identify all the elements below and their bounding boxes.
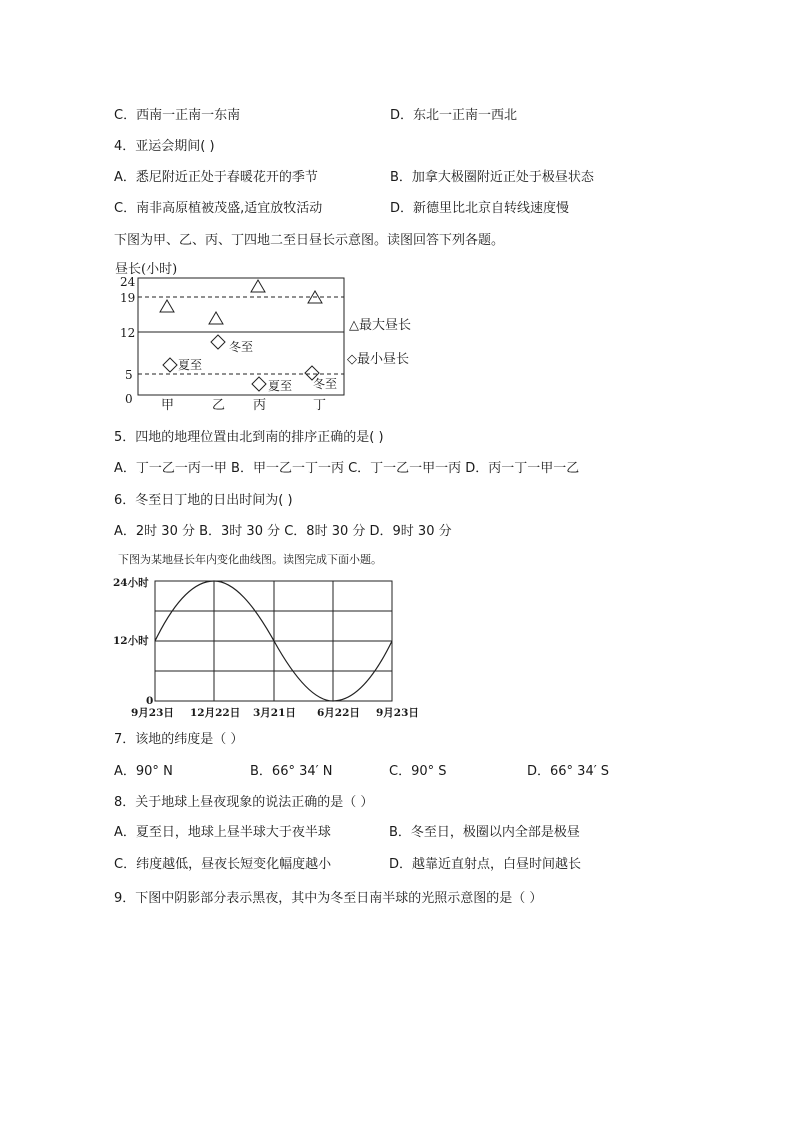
chart1-ytick-5: 5 bbox=[125, 368, 133, 382]
chart1-ytick-24: 24 bbox=[120, 275, 136, 289]
chart2-ytick-24: 24小时 bbox=[113, 577, 149, 589]
chart1-xtick-ding: 丁 bbox=[313, 398, 327, 413]
q4-stem: 4．亚运会期间( ) bbox=[114, 139, 215, 154]
legend-min-daylength: ◇最小昼长 bbox=[347, 352, 409, 367]
q3-option-d: D．东北一正南一西北 bbox=[390, 108, 518, 123]
q8-option-d: D．越靠近直射点，白昼时间越长 bbox=[389, 857, 582, 872]
chart1-ytick-0: 0 bbox=[125, 392, 133, 406]
chart1-ytick-19: 19 bbox=[120, 291, 136, 305]
triangle-max-bing bbox=[251, 280, 265, 292]
solstice-daylength-chart bbox=[0, 256, 794, 416]
q6-stem: 6．冬至日丁地的日出时间为( ) bbox=[114, 493, 293, 508]
chart1-xtick-bing: 丙 bbox=[253, 398, 267, 413]
label-winter-ding: 冬至 bbox=[313, 377, 338, 391]
q7-stem: 7．该地的纬度是（ ） bbox=[114, 732, 244, 747]
q8-stem: 8．关于地球上昼夜现象的说法正确的是（ ） bbox=[114, 795, 374, 810]
chart1-xtick-jia: 甲 bbox=[161, 398, 175, 413]
diamond-min-jia bbox=[163, 358, 177, 372]
label-summer-bing: 夏至 bbox=[268, 379, 293, 393]
q9-stem: 9．下图中阴影部分表示黑夜，其中为冬至日南半球的光照示意图的是（ ） bbox=[114, 891, 543, 906]
q8-option-b: B．冬至日，极圈以内全部是极昼 bbox=[389, 825, 580, 840]
chart2-ytick-0: 0 bbox=[146, 695, 154, 707]
q4-option-a: A．悉尼附近正处于春暖花开的季节 bbox=[114, 170, 318, 185]
diamond-min-bing bbox=[252, 377, 266, 391]
q3-option-c: C．西南一正南一东南 bbox=[114, 108, 241, 123]
q8-option-c: C．纬度越低，昼夜长短变化幅度越小 bbox=[114, 857, 332, 872]
chart1-ytick-12: 12 bbox=[120, 326, 136, 340]
chart2-xtick-sep23-end: 9月23日 bbox=[376, 707, 419, 719]
chart2-xtick-jun22: 6月22日 bbox=[317, 707, 360, 719]
triangle-max-jia bbox=[160, 300, 174, 312]
annual-daylength-chart bbox=[0, 572, 794, 722]
q7-option-c: C．90° S bbox=[389, 764, 447, 779]
q7-option-a: A．90° N bbox=[114, 764, 173, 779]
chart1-ylabel: 昼长(小时) bbox=[115, 262, 178, 277]
legend-max-daylength: △最大昼长 bbox=[349, 318, 411, 333]
q4-option-d: D．新德里比北京自转线速度慢 bbox=[390, 201, 570, 216]
diamond-min-yi bbox=[211, 335, 225, 349]
chart2-xtick-mar21: 3月21日 bbox=[253, 707, 296, 719]
intro-daylength-curve: 下图为某地昼长年内变化曲线图。读图完成下面小题。 bbox=[118, 553, 382, 566]
q5-options: A．丁一乙一丙一甲 B．甲一乙一丁一丙 C．丁一乙一甲一丙 D．丙一丁一甲一乙 bbox=[114, 461, 580, 476]
chart2-xtick-sep23-start: 9月23日 bbox=[131, 707, 174, 719]
q7-option-d: D．66° 34′ S bbox=[527, 764, 610, 779]
chart2-xtick-dec22: 12月22日 bbox=[190, 707, 241, 719]
label-summer-jia: 夏至 bbox=[178, 358, 203, 372]
q8-option-a: A．夏至日，地球上昼半球大于夜半球 bbox=[114, 825, 331, 840]
label-winter-yi: 冬至 bbox=[229, 340, 254, 354]
q4-option-c: C．南非高原植被茂盛,适宜放牧活动 bbox=[114, 201, 323, 216]
chart2-ytick-12: 12小时 bbox=[113, 635, 149, 647]
intro-daylength-solstice: 下图为甲、乙、丙、丁四地二至日昼长示意图。读图回答下列各题。 bbox=[114, 233, 505, 248]
q6-options: A．2时 30 分 B．3时 30 分 C．8时 30 分 D．9时 30 分 bbox=[114, 524, 452, 539]
q4-option-b: B．加拿大极圈附近正处于极昼状态 bbox=[390, 170, 594, 185]
chart1-xtick-yi: 乙 bbox=[212, 398, 226, 413]
triangle-max-yi bbox=[209, 312, 223, 324]
q5-stem: 5．四地的地理位置由北到南的排序正确的是( ) bbox=[114, 430, 384, 445]
q7-option-b: B．66° 34′ N bbox=[250, 764, 333, 779]
